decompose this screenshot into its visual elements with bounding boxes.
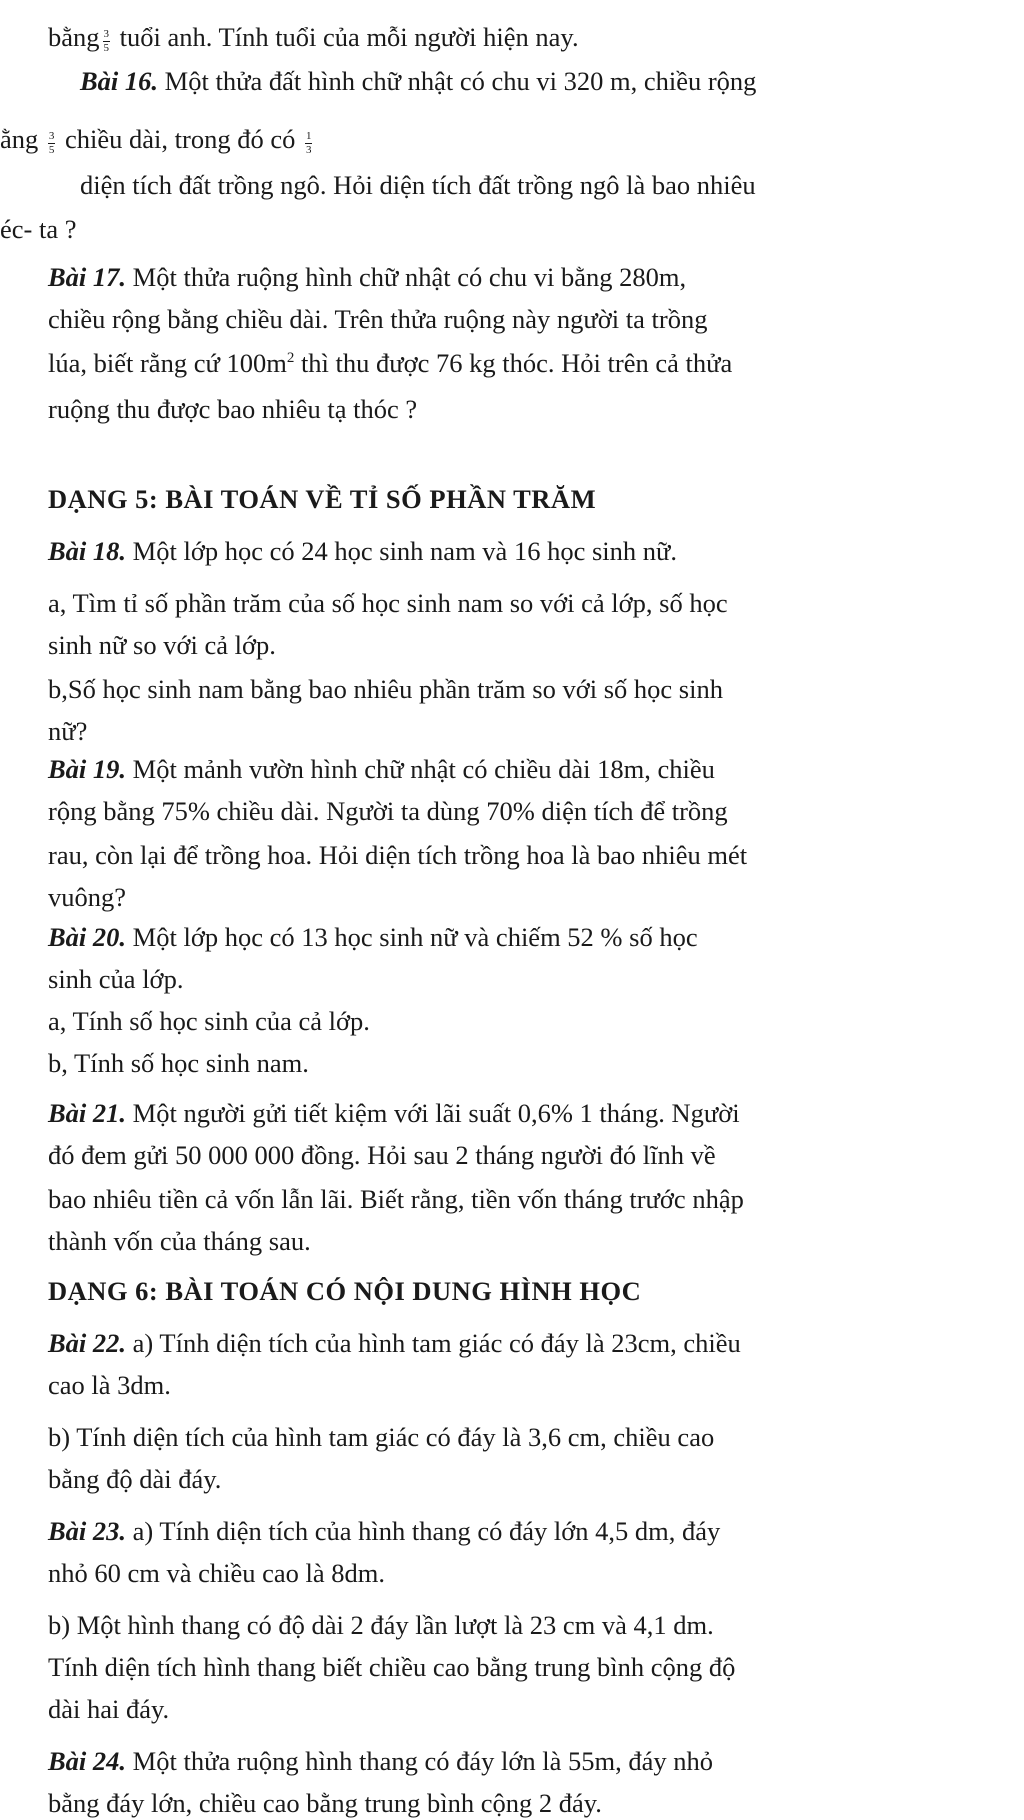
text-line-5: éc- ta ? <box>0 214 77 244</box>
text-line-18: rau, còn lại để trồng hoa. Hỏi diện tích trồng hoa là bao nhiêu mét <box>48 840 748 870</box>
problem-19-heading: Bài 19. Một mảnh vườn hình chữ nhật có chiều dài 18m, chiều <box>48 754 715 784</box>
problem-24-heading: Bài 24. Một thửa ruộng hình thang có đáy lớn là 55m, đáy nhỏ <box>48 1746 714 1776</box>
section-heading-dang-6: DẠNG 6: BÀI TOÁN CÓ NỘI DUNG HÌNH HỌC <box>48 1276 642 1306</box>
text-line-37: dài hai đáy. <box>48 1694 170 1724</box>
fraction-three-fifths: $\frac{3}{5}$ <box>48 130 55 156</box>
text-line-15: nữ? <box>48 716 88 746</box>
text-line-3: ằng $\frac{3}{5}$ chiều dài, trong đó có $\frac{1}{3}$ <box>0 124 312 156</box>
text-line-35: b) Một hình thang có độ dài 2 đáy lần lượt là 23 cm và 4,1 dm. <box>48 1610 714 1640</box>
section-heading-dang-5: DẠNG 5: BÀI TOÁN VỀ TỈ SỐ PHẦN TRĂM <box>48 484 597 514</box>
text-line-39: bằng đáy lớn, chiều cao bằng trung bình cộng 2 đáy. <box>48 1788 602 1818</box>
fraction-three-fifths: $\frac{3}{5}$ <box>103 28 110 54</box>
problem-16-heading: Bài 16. Một thửa đất hình chữ nhật có chu vi 320 m, chiều rộng <box>80 66 757 96</box>
problem-20-heading: Bài 20. Một lớp học có 13 học sinh nữ và chiếm 52 % số học <box>48 922 698 952</box>
text-line-21: sinh của lớp. <box>48 964 184 994</box>
text-line-17: rộng bằng 75% chiều dài. Người ta dùng 70% diện tích để trồng <box>48 796 728 826</box>
text-line-31: b) Tính diện tích của hình tam giác có đáy là 3,6 cm, chiều cao <box>48 1422 715 1452</box>
text-line-14: b,Số học sinh nam bằng bao nhiêu phần trăm so với số học sinh <box>48 674 723 704</box>
problem-17-heading: Bài 17. Một thửa ruộng hình chữ nhật có chu vi bằng 280m, <box>48 262 687 292</box>
text-line-22: a, Tính số học sinh của cả lớp. <box>48 1006 370 1036</box>
text-line-8: lúa, biết rằng cứ $100m^2$ thì thu được 76 kg thóc. Hỏi trên cả thửa <box>48 348 733 378</box>
text-line-27: thành vốn của tháng sau. <box>48 1226 311 1256</box>
text-line-4: diện tích đất trồng ngô. Hỏi diện tích đất trồng ngô là bao nhiêu <box>80 170 756 200</box>
text-line-9: ruộng thu được bao nhiêu tạ thóc ? <box>48 394 418 424</box>
text-line-34: nhỏ 60 cm và chiều cao là 8dm. <box>48 1558 386 1588</box>
text-line-13: sinh nữ so với cả lớp. <box>48 630 276 660</box>
text-line-1: bằng $\frac{3}{5}$ tuổi anh. Tính tuổi của mỗi người hiện nay. <box>48 22 579 54</box>
text-line-12: a, Tìm tỉ số phần trăm của số học sinh nam so với cả lớp, số học <box>48 588 728 618</box>
text-line-36: Tính diện tích hình thang biết chiều cao bằng trung bình cộng độ <box>48 1652 736 1682</box>
problem-23-heading: Bài 23. a) Tính diện tích của hình thang có đáy lớn 4,5 dm, đáy <box>48 1516 721 1546</box>
text-line-25: đó đem gửi 50 000 000 đồng. Hỏi sau 2 tháng người đó lĩnh về <box>48 1140 716 1170</box>
text-line-26: bao nhiêu tiền cả vốn lẫn lãi. Biết rằng, tiền vốn tháng trước nhập <box>48 1184 744 1214</box>
text-line-23: b, Tính số học sinh nam. <box>48 1048 309 1078</box>
text-line-19: vuông? <box>48 882 127 912</box>
problem-22-heading: Bài 22. a) Tính diện tích của hình tam giác có đáy là 23cm, chiều <box>48 1328 741 1358</box>
text-line-32: bằng độ dài đáy. <box>48 1464 222 1494</box>
fraction-one-third: $\frac{1}{3}$ <box>305 130 312 156</box>
problem-18-heading: Bài 18. Một lớp học có 24 học sinh nam và 16 học sinh nữ. <box>48 536 677 566</box>
text-line-7: chiều rộng bằng chiều dài. Trên thửa ruộng này người ta trồng <box>48 304 708 334</box>
problem-21-heading: Bài 21. Một người gửi tiết kiệm với lãi suất 0,6% 1 tháng. Người <box>48 1098 740 1128</box>
text-line-30: cao là 3dm. <box>48 1370 171 1400</box>
